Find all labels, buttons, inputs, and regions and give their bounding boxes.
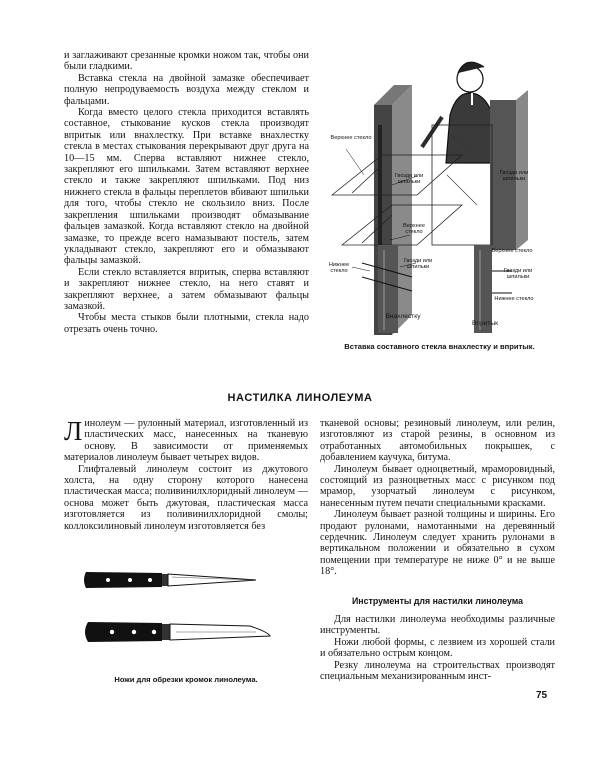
- paragraph: Линолеум бывает одноцветный, мраморовидный, состоящий из разноцветных масс с рисунком под мрамор, узорчатый линолеум с рисунком, нанесенным путем печати специальными красками.: [320, 463, 555, 509]
- text-block-glass-fitting: [64, 50, 309, 335]
- intro-text: инолеум — рулонный материал, изготовленный из пластических масс, нанесенных на тканевую основу. В зависимости от применяемых материалов линолеум бывает четырех видов.: [64, 418, 308, 464]
- drop-cap: Л: [64, 416, 83, 446]
- paragraph: и заглаживают срезанные кромки ножом так, чтобы они были гладкими.: [64, 50, 309, 73]
- paragraph: тканевой основы; резиновый линолеум, или релин, изготовляют из старой резины, в основном из отработанных автомобильных покрышек, с добавлением каучука, битума.: [320, 418, 555, 464]
- knives-illustration: [80, 562, 300, 667]
- paragraph-types: Глифталевый линолеум состоит из джутового холста, на одну сторону которого нанесена пластическая масса; поливинилхлоридный линолеум — основа может быть джутовая, пластическая масса изготовляется из поливинилхлоридной смолы; коллоксилиновый линолеум изготовляется без: [64, 463, 308, 532]
- paragraph: Резку линолеума на строительствах производят специальным механизированным инст-: [320, 659, 555, 683]
- paragraph: Линолеум бывает разной толщины и ширины. Его продают рулонами, намотанными на деревянный сердечник. Линолеум следует хранить рулонами в вертикальном положении и обязательно в сухом помещении при температуре не ниже 0° и не выше 18°.: [320, 509, 555, 578]
- text-block-linoleum-intro: [64, 418, 308, 532]
- paragraph: Когда вместо целого стекла приходится вставлять составное, стыкование кусков стекла производят впритык или внахлестку. При вставке внахлестку стекла в местах стыкования перекрывают друг друга на 10—15 мм. Сперва вставляют нижнее стекло, закрепляют его шпильками. Затем вставляют верхнее стекло и также закрепляют шпильками. Под низ нижнего стекла в фальцы переплетов вбивают шпильки для того, чтобы стекло не скользило вниз. После закрепления шпильками производят обмазывание фальцев замазкой. Когда вставляют стекло на двойной замазке, то прежде всего намазывают постель, затем укладывают стекло, закрепляют его и обмазывают фальцы замазкой.: [64, 107, 309, 267]
- figure-caption-knives: Ножи для обрезки кромок линолеума.: [114, 675, 258, 684]
- label-overlap: Внахлестку: [385, 313, 421, 320]
- label-nails: Гвозди или шпильки: [503, 268, 533, 281]
- label-upper-glass: Верхнее стекло: [491, 248, 533, 254]
- text-block-linoleum-types: [320, 418, 555, 578]
- knife-one: [84, 572, 256, 588]
- paragraph: Ножи любой формы, с лезвием из хорошей стали и обязательно острым концом.: [320, 636, 555, 660]
- section-title: НАСТИЛКА ЛИНОЛЕУМА: [227, 392, 373, 404]
- knife-two: [85, 622, 270, 642]
- paragraph: Для настилки линолеума необходимы различные инструменты.: [320, 614, 555, 637]
- figure-caption-glass: Вставка составного стекла внахлестку и впритык.: [344, 342, 535, 351]
- label-nails: Гвозди или шпильки: [499, 170, 529, 183]
- paragraph: Если стекло вставляется впритык, сперва вставляют и закрепляют нижнее стекло, на него ставят и закрепляют верхнее, а затем обмазывают фальцы замазкой.: [64, 266, 309, 312]
- paragraph: Чтобы места стыков были плотными, стекла надо отрезать очень точно.: [64, 312, 309, 335]
- label-nails: Гвозди или шпильки: [394, 173, 424, 186]
- label-lower-glass: Нижнее стекло: [328, 262, 350, 275]
- text-block-tools: [320, 614, 555, 682]
- label-nails: Гвозди или шпильки: [403, 258, 433, 271]
- paragraph-intro: [64, 418, 308, 464]
- label-upper-glass: Верхнее стекло: [403, 223, 425, 236]
- page-number: 75: [536, 690, 548, 701]
- label-butt: Впритык: [472, 320, 498, 327]
- tools-heading: Инструменты для настилки линолеума: [351, 596, 524, 606]
- label-upper-glass: Верхнее стекло: [330, 135, 372, 141]
- paragraph: Вставка стекла на двойной замазке обеспечивает полную непродуваемость воздуха между стеклом и фальцами.: [64, 72, 309, 107]
- label-lower-glass: Нижнее стекло: [494, 296, 534, 302]
